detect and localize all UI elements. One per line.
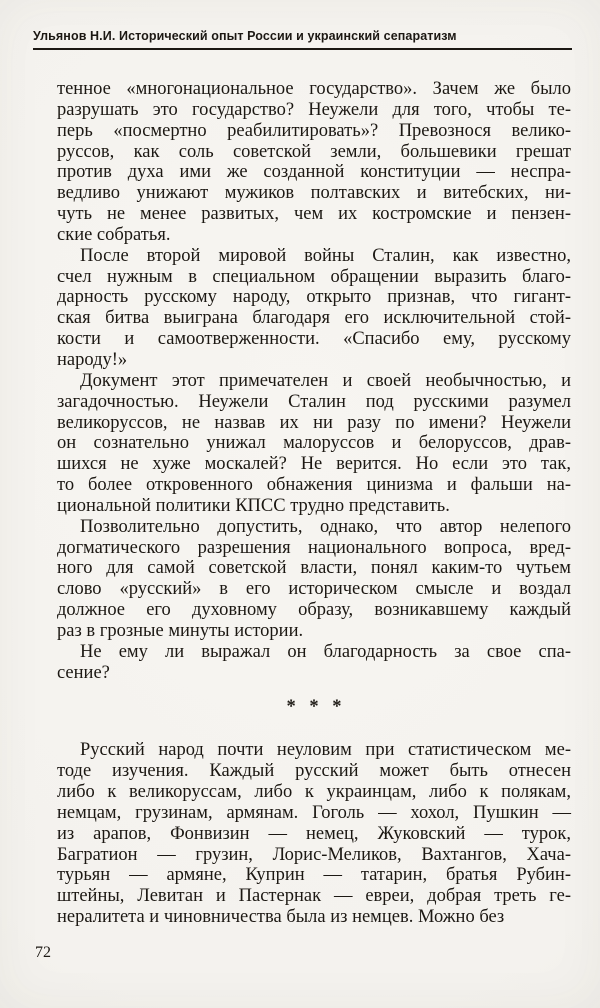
paragraph [57,517,571,642]
paragraph [57,642,571,684]
text-line: Не ему ли выражал он благодарность за свое спа- [80,641,571,662]
paragraph [57,79,571,246]
text-line: то более откровенного обнажения цинизма и фальши на- [57,475,571,496]
text-line: перь «посмертно реабилитировать»? Превознося велико- [57,120,571,141]
text-line: ская битва выиграна благодаря его исключительной стой- [57,308,571,329]
body-text [57,79,571,928]
text-line: тенное «многонациональное государство». Зачем же было [57,79,571,99]
text-line: должное его духовному образу, возникавшему каждый [57,600,571,621]
text-line: После второй мировой войны Сталин, как известно, [80,245,571,266]
text-line: нералитета и чиновничества была из немцев. Можно без [57,907,505,928]
text-line: ведливо унижают мужиков полтавских и витебских, ни- [57,183,571,204]
text-line: Документ этот примечателен и своей необычностью, и [80,370,571,391]
text-line: загадочностью. Неужели Сталин под русскими разумел [57,391,571,412]
text-line: ские собратья. [57,224,171,245]
text-line: сение? [57,662,110,683]
text-line: против духа ими же созданной конституции — неспра- [57,162,571,183]
text-line: народу!» [57,349,128,370]
running-header: Ульянов Н.И. Исторический опыт России и украинский сепаратизм [33,29,457,43]
text-line: дарность русскому народу, открыто признав, что гигант- [57,287,571,308]
paragraph [57,246,571,371]
text-line: Позволительно допустить, однако, что автор нелепого [80,516,571,537]
header-rule [33,48,572,50]
text-line: раз в грозные минуты истории. [57,620,304,641]
text-line: турьян — армяне, Куприн — татарин, братья Рубин- [57,865,571,886]
text-line: ного для самой советской власти, понял каким-то чутьем [57,558,571,579]
text-line: слово «русский» в его историческом смысле и воздал [57,579,571,600]
text-line: Русский народ почти неуловим при статистическом ме- [80,740,571,761]
text-line: он сознательно унижал малоруссов и белоруссов, драв- [57,433,571,454]
text-line: тоде изучения. Каждый русский может быть отнесен [57,761,571,782]
paragraph [57,371,571,517]
text-line: Багратион — грузин, Лорис-Меликов, Вахтангов, Хача- [57,844,571,865]
section-separator: * * * [286,697,342,718]
text-line: шихся не хуже москалей? Не верится. Но если это так, [57,454,571,475]
text-line: чуть не менее развитых, чем их костромские и пензен- [57,204,571,225]
text-line: из арапов, Фонвизин — немец, Жуковский — турок, [57,823,571,844]
text-line: догматического разрешения национального вопроса, вред- [57,537,571,558]
text-line: штейны, Левитан и Пастернак — евреи, добрая треть ге- [57,886,571,907]
text-line: великоруссов, не назвав их ни разу по имени? Неужели [57,412,571,433]
text-line: кости и самоотверженности. «Спасибо ему, русскому [57,329,571,350]
text-line: разрушать это государство? Неужели для того, чтобы те- [57,99,571,120]
text-line: руссов, как соль советской земли, большевики грешат [57,141,571,162]
text-line: либо к великоруссам, либо к украинцам, либо к полякам, [57,782,571,802]
text-line: циональной политики КПСС трудно представить. [57,495,450,516]
text-line: счел нужным в специальном обращении выразить благо- [57,266,571,287]
paragraph [57,740,571,928]
text-line: немцам, грузинам, армянам. Гоголь — хохол, Пушкин — [57,802,571,823]
page-number: 72 [35,944,51,961]
